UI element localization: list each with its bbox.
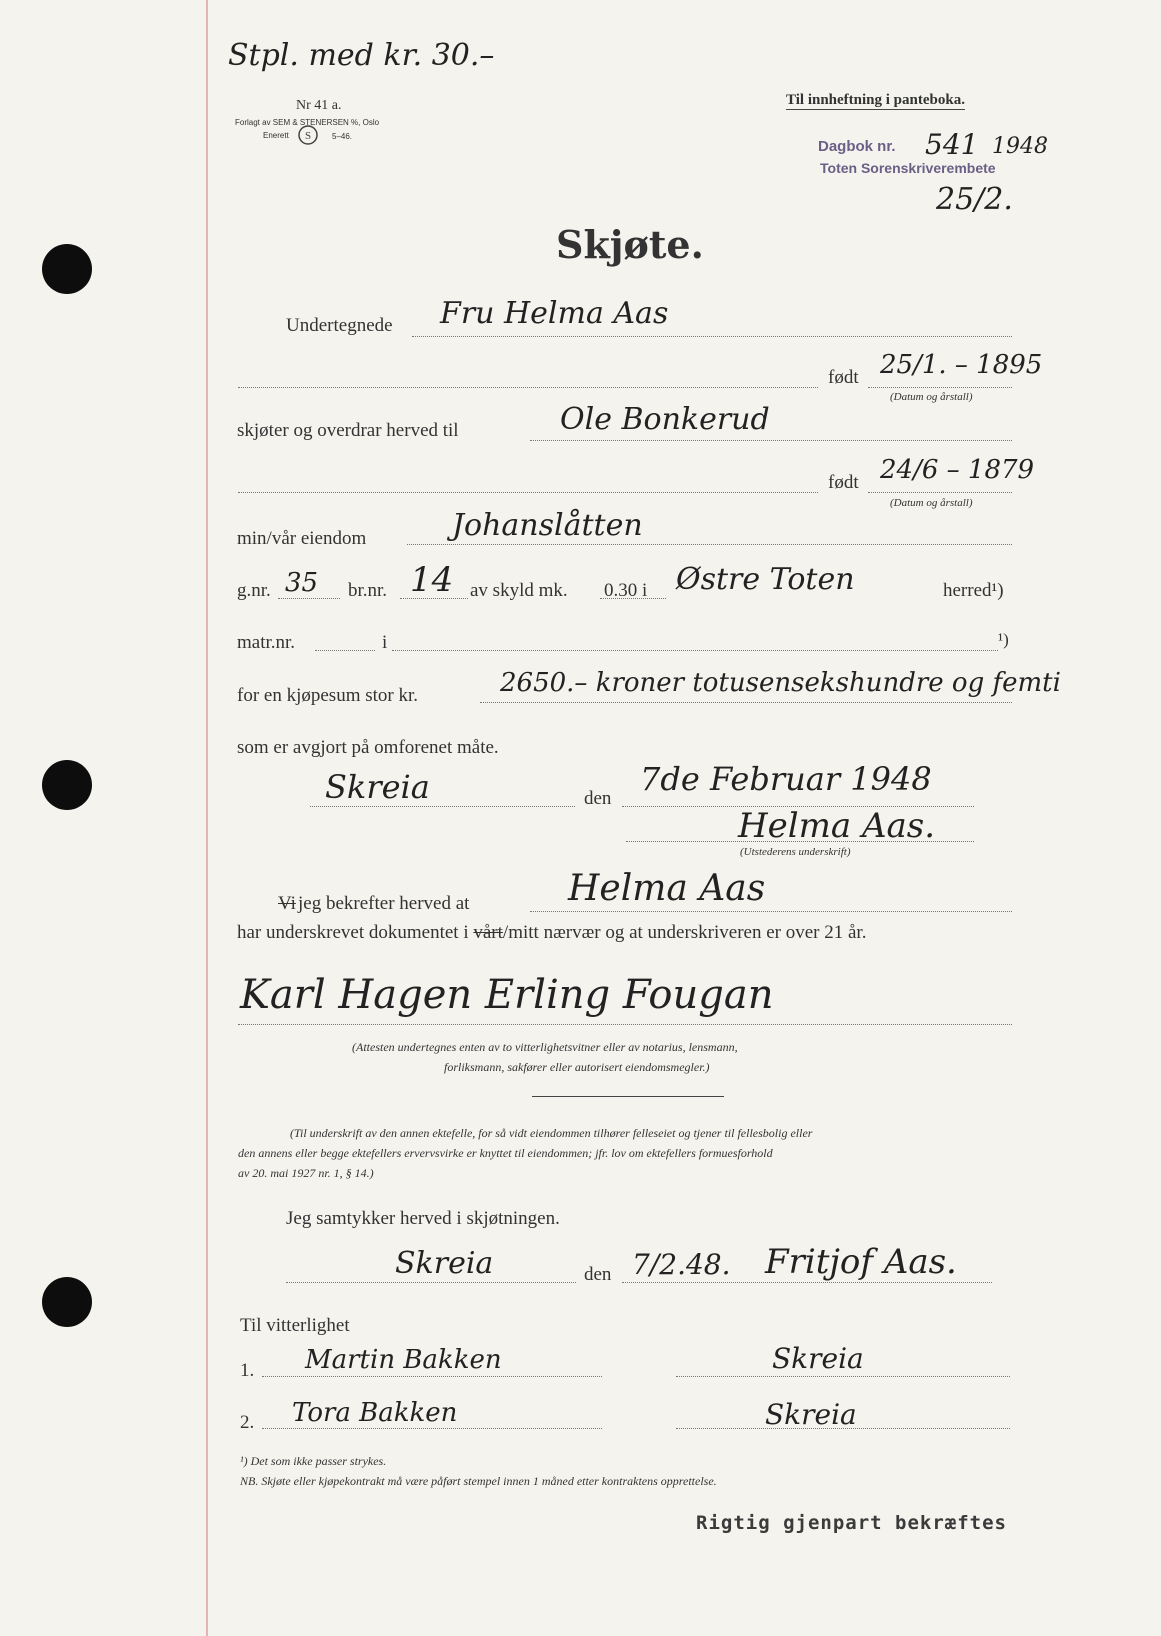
document-title: Skjøte. — [556, 222, 704, 267]
attest-line2-suffix: /mitt nærvær og at underskriveren er over 21 år. — [502, 922, 867, 943]
skjoter-label: skjøter og overdrar herved til — [237, 420, 459, 441]
attest-label: jeg bekrefter herved at — [298, 893, 470, 914]
dotted-line — [278, 598, 340, 599]
dotted-line — [407, 544, 1012, 545]
grantor-name: Fru Helma Aas — [440, 296, 669, 331]
publisher-line: Forlagt av SEM & STENERSEN %, Oslo — [235, 118, 380, 127]
gnr-value: 35 — [285, 568, 319, 598]
spouse-place: Skreia — [395, 1246, 494, 1281]
undertegnede-label: Undertegnede — [286, 315, 393, 336]
witness-signatures: Karl Hagen Erling Fougan — [240, 972, 774, 1018]
spouse-date: 7/2.48. — [632, 1248, 731, 1281]
spouse-note-2: den annens eller begge ektefellers ervervsvirke er knyttet til eiendommen; jfr. lov om ektefellers formuesforhold — [238, 1146, 773, 1160]
dotted-line — [412, 336, 1012, 337]
dotted-line — [530, 911, 1012, 912]
sign-date: 7de Februar 1948 — [640, 760, 932, 798]
matr-label: matr.nr. — [237, 632, 296, 653]
grantor-birthdate: 25/1. – 1895 — [880, 350, 1043, 380]
matr-i: i — [382, 632, 388, 653]
spouse-signature: Fritjof Aas. — [765, 1242, 957, 1282]
witness-place: Skreia — [765, 1398, 857, 1431]
sign-place: Skreia — [325, 768, 430, 806]
publisher-date: 5–46. — [332, 132, 353, 141]
dotted-line — [392, 650, 998, 651]
spouse-note-1: (Til underskrift av den annen ektefelle, for så vidt eiendommen tilhører felleseiet og tjener til fellesbolig eller — [290, 1126, 813, 1140]
dotted-line — [868, 492, 1012, 493]
certified-copy-stamp: Rigtig gjenpart bekræftes — [696, 1512, 1007, 1534]
matr-footnote-mark: ¹) — [998, 630, 1009, 649]
stamp-date: 25/2. — [936, 182, 1013, 217]
witness-number: 2. — [240, 1412, 255, 1433]
den-label: den — [584, 788, 612, 809]
dotted-line — [262, 1428, 602, 1429]
witness-name: Tora Bakken — [292, 1398, 458, 1428]
avgjort-text: som er avgjort på omforenet måte. — [237, 737, 499, 758]
diary-year: 1948 — [992, 134, 1048, 159]
punch-hole-top — [42, 244, 92, 294]
gnr-label: g.nr. — [237, 580, 271, 601]
dotted-line — [480, 702, 1012, 703]
diary-stamp-label: Dagbok nr. — [818, 138, 896, 155]
dotted-line — [238, 492, 818, 493]
skyld-value: 0.30 i — [604, 580, 648, 601]
date-caption: (Datum og årstall) — [890, 497, 973, 509]
attest-struck-word: vårt — [473, 922, 503, 943]
dotted-line — [286, 1282, 576, 1283]
attested-signer: Helma Aas — [568, 868, 766, 909]
attest-struck-prefix: Vi — [278, 893, 296, 914]
attest-caption-1: (Attesten undertegnes enten av to vitterlighetsvitner eller av notarius, lensmann, — [352, 1040, 738, 1054]
dotted-line — [530, 440, 1012, 441]
svg-text:S: S — [304, 130, 312, 142]
witness-place: Skreia — [772, 1342, 864, 1375]
publisher-logo — [297, 124, 319, 146]
date-caption: (Datum og årstall) — [890, 391, 973, 403]
margin-line — [206, 0, 208, 1636]
witness-number: 1. — [240, 1360, 255, 1381]
dotted-line — [868, 387, 1012, 388]
witness-name: Martin Bakken — [305, 1345, 502, 1375]
court-stamp: Toten Sorenskriverembete — [820, 160, 996, 176]
dotted-line — [238, 387, 818, 388]
dotted-line — [310, 806, 575, 807]
grantee-name: Ole Bonkerud — [560, 402, 770, 437]
diary-number: 541 — [925, 128, 979, 161]
punch-hole-bottom — [42, 1277, 92, 1327]
form-number: Nr 41 a. — [296, 98, 342, 113]
brnr-label: br.nr. — [348, 580, 388, 601]
herred-value: Østre Toten — [676, 562, 855, 597]
filing-note: Til innheftning i panteboka. — [786, 92, 965, 108]
fodt-label: født — [828, 472, 859, 493]
attest-line2-prefix: har underskrevet dokumentet i — [237, 922, 469, 943]
dotted-line — [622, 1282, 992, 1283]
dotted-line — [315, 650, 375, 651]
kjopesum-label: for en kjøpesum stor kr. — [237, 685, 419, 706]
herred-label: herred¹) — [943, 580, 1004, 601]
dotted-line — [676, 1376, 1010, 1377]
attest-caption-2: forliksmann, sakfører eller autorisert eiendomsmegler.) — [444, 1060, 710, 1074]
grantor-signature: Helma Aas. — [738, 806, 936, 846]
footnote-2: NB. Skjøte eller kjøpekontrakt må være påført stempel innen 1 måned etter kontraktens opprettelse. — [240, 1474, 717, 1488]
purchase-price: 2650.– kroner totusensekshundre og femti — [500, 668, 1061, 698]
den-label: den — [584, 1264, 612, 1285]
dotted-line — [262, 1376, 602, 1377]
eiendom-label: min/vår eiendom — [237, 528, 367, 549]
brnr-value: 14 — [410, 560, 454, 600]
publisher-copyright: Enerett — [263, 131, 289, 140]
witness-label: Til vitterlighet — [240, 1315, 350, 1336]
skyld-label: av skyld mk. — [470, 580, 568, 601]
punch-hole-middle — [42, 760, 92, 810]
divider-line — [532, 1096, 724, 1097]
spouse-note-3: av 20. mai 1927 nr. 1, § 14.) — [238, 1166, 374, 1180]
property-name: Johanslåtten — [452, 508, 643, 543]
fodt-label: født — [828, 367, 859, 388]
spouse-consent: Jeg samtykker herved i skjøtningen. — [286, 1208, 560, 1229]
attest-line2 — [237, 922, 866, 944]
signature-caption: (Utstederens underskrift) — [740, 846, 851, 858]
dotted-line — [238, 1024, 1012, 1025]
grantee-birthdate: 24/6 – 1879 — [880, 455, 1035, 485]
handwritten-stamp-note: Stpl. med kr. 30.– — [228, 38, 495, 73]
footnote-1: ¹) Det som ikke passer strykes. — [240, 1454, 387, 1468]
